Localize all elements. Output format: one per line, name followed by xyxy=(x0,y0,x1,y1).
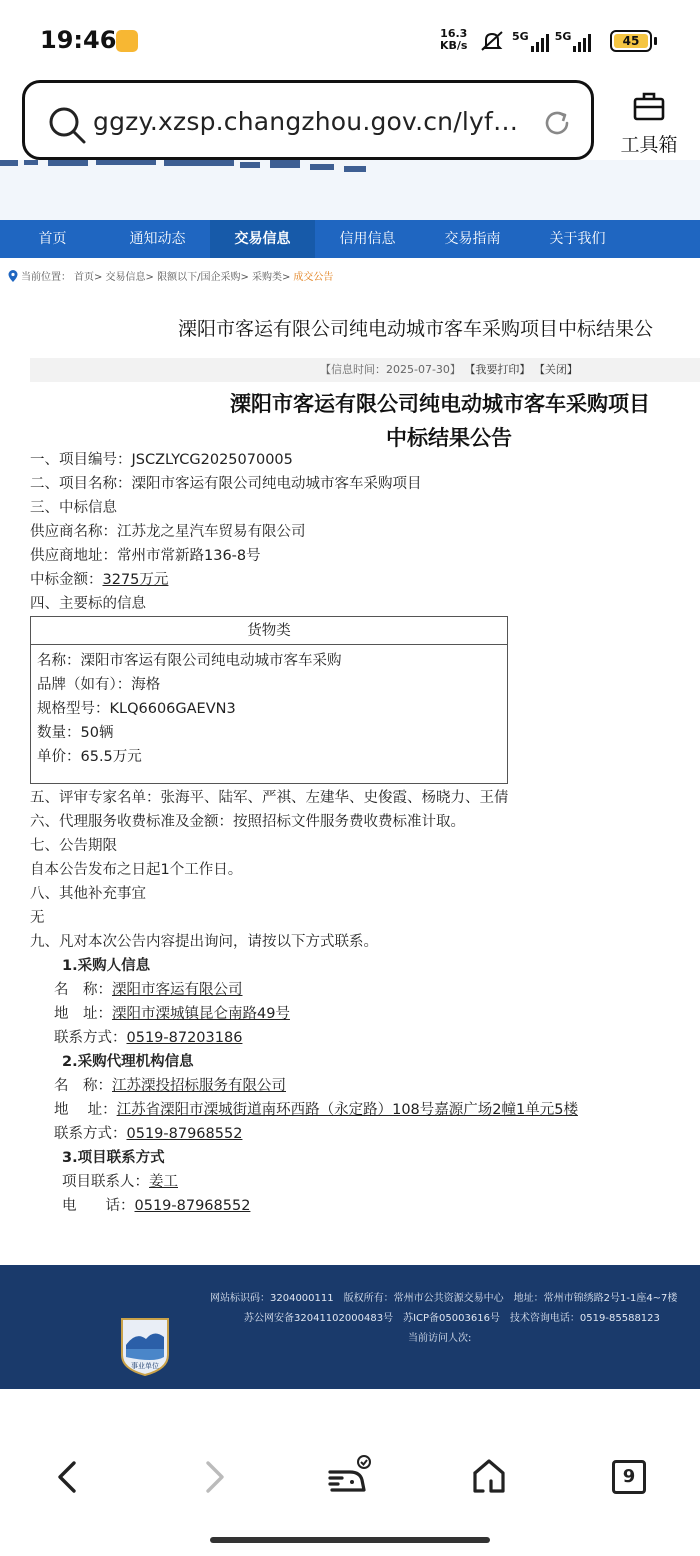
purchaser-tel-row xyxy=(54,1028,242,1048)
project-contact-person[interactable]: 姜工 xyxy=(149,1174,178,1190)
award-amount-label: 中标金额： xyxy=(30,572,103,588)
signal-icons xyxy=(478,30,591,52)
heading-line-1: 溧阳市客运有限公司纯电动城市客车采购项目 xyxy=(230,392,650,416)
breadcrumb-prefix: 当前位置： xyxy=(21,272,71,283)
goods-quantity: 数量：50辆 xyxy=(37,725,114,741)
nav-credit-info[interactable]: 信用信息 xyxy=(339,231,396,247)
ai-assistant-icon xyxy=(324,1454,374,1500)
heading-line-2: 中标结果公告 xyxy=(386,426,512,450)
network-speed-value: 16.3 xyxy=(440,27,468,40)
service-fee: 六、代理服务收费标准及金额：按照招标文件服务费收费标准计取。 xyxy=(30,814,465,830)
section-other: 八、其他补充事宜 xyxy=(30,886,146,902)
battery-icon xyxy=(610,30,652,52)
status-bar xyxy=(0,0,700,80)
agency-address[interactable]: 江苏省溧阳市溧城街道南环西路（永定路）108号嘉源广场2幢1单元5楼 xyxy=(116,1102,578,1118)
nav-trade-guide[interactable]: 交易指南 xyxy=(444,231,501,247)
project-tel-label: 电 话： xyxy=(62,1198,135,1214)
project-contact-row xyxy=(62,1172,178,1192)
back-button[interactable] xyxy=(44,1452,94,1502)
purchaser-tel[interactable]: 0519-87203186 xyxy=(126,1030,243,1046)
home-icon xyxy=(469,1457,509,1497)
banner-logo-fragment xyxy=(0,160,700,178)
period-text: 自本公告发布之日起1个工作日。 xyxy=(30,862,243,878)
toolbox-icon xyxy=(632,90,666,122)
nav-home[interactable]: 首页 xyxy=(38,231,67,247)
purchaser-name-label: 名 称： xyxy=(54,982,112,998)
footer-row-1: 网站标识码：3204000111 版权所有：常州市公共资源交易中心 地址：常州市锦绣路2号1-1座4~7楼 xyxy=(210,1293,678,1304)
project-name: 二、项目名称：溧阳市客运有限公司纯电动城市客车采购项目 xyxy=(30,476,422,492)
nav-about[interactable]: 关于我们 xyxy=(549,231,606,247)
network-speed-unit: KB/s xyxy=(440,39,468,52)
site-banner xyxy=(0,160,700,220)
purchaser-address[interactable]: 溧阳市溧城镇昆仑南路49号 xyxy=(112,1006,290,1022)
footer-row-2: 苏公网安备32041102000483号 苏ICP备05003616号 技术咨询电话：0519-85588123 xyxy=(244,1313,660,1324)
agency-name[interactable]: 江苏溧投招标服务有限公司 xyxy=(112,1078,286,1094)
supplier-name: 供应商名称：江苏龙之星汽车贸易有限公司 xyxy=(30,524,306,540)
award-amount xyxy=(30,570,168,590)
agency-tel-row xyxy=(54,1124,242,1144)
purchaser-address-label: 地 址： xyxy=(54,1006,112,1022)
project-contact-label: 项目联系人： xyxy=(62,1174,149,1190)
section-period: 七、公告期限 xyxy=(30,838,117,854)
goods-model: 规格型号：KLQ6606GAEVN3 xyxy=(37,701,236,717)
tabs-count-icon xyxy=(612,1460,646,1494)
ai-assistant-button[interactable] xyxy=(324,1452,374,1502)
info-time: 【信息时间：2025-07-30】 xyxy=(320,363,461,376)
agency-name-row xyxy=(54,1076,286,1096)
tabs-count: 9 xyxy=(622,1466,636,1487)
other-text: 无 xyxy=(30,910,45,926)
section-award-info: 三、中标信息 xyxy=(30,500,117,516)
section-main-items: 四、主要标的信息 xyxy=(30,596,146,612)
agency-name-label: 名 称： xyxy=(54,1078,112,1094)
project-number: 一、项目编号：JSCZLYCG2025070005 xyxy=(30,452,293,468)
info-bar xyxy=(30,358,700,382)
battery-cap xyxy=(654,37,657,45)
agency-tel-label: 联系方式： xyxy=(54,1126,127,1142)
footer-row-3: 当前访问人次: xyxy=(408,1333,472,1344)
purchaser-title: 1.采购人信息 xyxy=(62,958,151,974)
network-type-2: 5G xyxy=(554,30,572,43)
back-icon xyxy=(54,1460,84,1494)
clock: 19:46 xyxy=(40,26,117,54)
goods-table-body xyxy=(31,645,507,773)
purchaser-name[interactable]: 溧阳市客运有限公司 xyxy=(112,982,243,998)
toolbox-button[interactable] xyxy=(612,90,686,157)
project-contact-title: 3.项目联系方式 xyxy=(62,1150,165,1166)
search-icon xyxy=(47,105,87,145)
supplier-address: 供应商地址：常州市常新路136-8号 xyxy=(30,548,261,564)
purchaser-address-row xyxy=(54,1004,290,1024)
breadcrumb-path[interactable]: 首页> 交易信息> 限额以下/国企采购> 采购类> xyxy=(74,272,291,283)
nav-trade-info[interactable]: 交易信息 xyxy=(210,220,315,258)
purchaser-name-row xyxy=(54,980,243,1000)
home-button[interactable] xyxy=(464,1452,514,1502)
browser-bottom-nav xyxy=(0,1430,700,1520)
notification-app-icon xyxy=(116,30,138,52)
print-link[interactable]: 【我要打印】 xyxy=(464,363,531,376)
section-contact: 九、凡对本次公告内容提出询问，请按以下方式联系。 xyxy=(30,934,378,950)
breadcrumb xyxy=(8,268,333,283)
breadcrumb-current: 成交公告 xyxy=(293,272,334,283)
agency-address-row xyxy=(54,1100,578,1120)
public-institution-badge-icon[interactable] xyxy=(118,1315,172,1377)
nav-notices[interactable]: 通知动态 xyxy=(129,231,186,247)
mute-icon xyxy=(478,30,506,52)
tabs-button[interactable] xyxy=(604,1452,654,1502)
address-bar[interactable] xyxy=(22,80,594,160)
expert-list: 五、评审专家名单：张海平、陆军、严祺、左建华、史俊霞、杨晓力、王倩 xyxy=(30,790,509,806)
gesture-home-indicator[interactable] xyxy=(210,1537,490,1543)
goods-brand: 品牌（如有）：海格 xyxy=(37,677,161,693)
signal-bars-icon xyxy=(573,32,591,52)
project-tel[interactable]: 0519-87968552 xyxy=(134,1198,251,1214)
main-nav xyxy=(0,220,700,258)
reload-icon[interactable] xyxy=(541,107,573,139)
forward-icon xyxy=(198,1460,228,1494)
page-title: 溧阳市客运有限公司纯电动城市客车采购项目中标结果公 xyxy=(178,318,654,340)
agency-address-label: 地 址： xyxy=(54,1102,117,1118)
goods-table-header: 货物类 xyxy=(31,617,507,645)
agency-tel[interactable]: 0519-87968552 xyxy=(126,1126,243,1142)
close-link[interactable]: 【关闭】 xyxy=(533,363,578,376)
award-amount-value: 3275万元 xyxy=(102,572,169,588)
site-banner-logo-text xyxy=(0,160,700,178)
signal-bars-icon xyxy=(531,32,549,52)
forward-button[interactable] xyxy=(188,1452,238,1502)
url-text[interactable]: ggzy.xzsp.changzhou.gov.cn/lyf… xyxy=(93,107,519,136)
project-tel-row xyxy=(62,1196,250,1216)
network-speed xyxy=(440,28,467,52)
toolbox-label: 工具箱 xyxy=(620,134,678,156)
badge-text: 事业单位 xyxy=(131,1362,159,1370)
network-type-1: 5G xyxy=(512,30,529,43)
goods-unit-price: 单价：65.5万元 xyxy=(37,749,142,765)
battery-level: 45 xyxy=(614,34,648,48)
goods-table xyxy=(30,616,508,784)
location-pin-icon xyxy=(8,270,18,282)
site-footer xyxy=(0,1265,700,1389)
goods-name: 名称：溧阳市客运有限公司纯电动城市客车采购 xyxy=(37,653,342,669)
agency-title: 2.采购代理机构信息 xyxy=(62,1054,194,1070)
purchaser-tel-label: 联系方式： xyxy=(54,1030,127,1046)
